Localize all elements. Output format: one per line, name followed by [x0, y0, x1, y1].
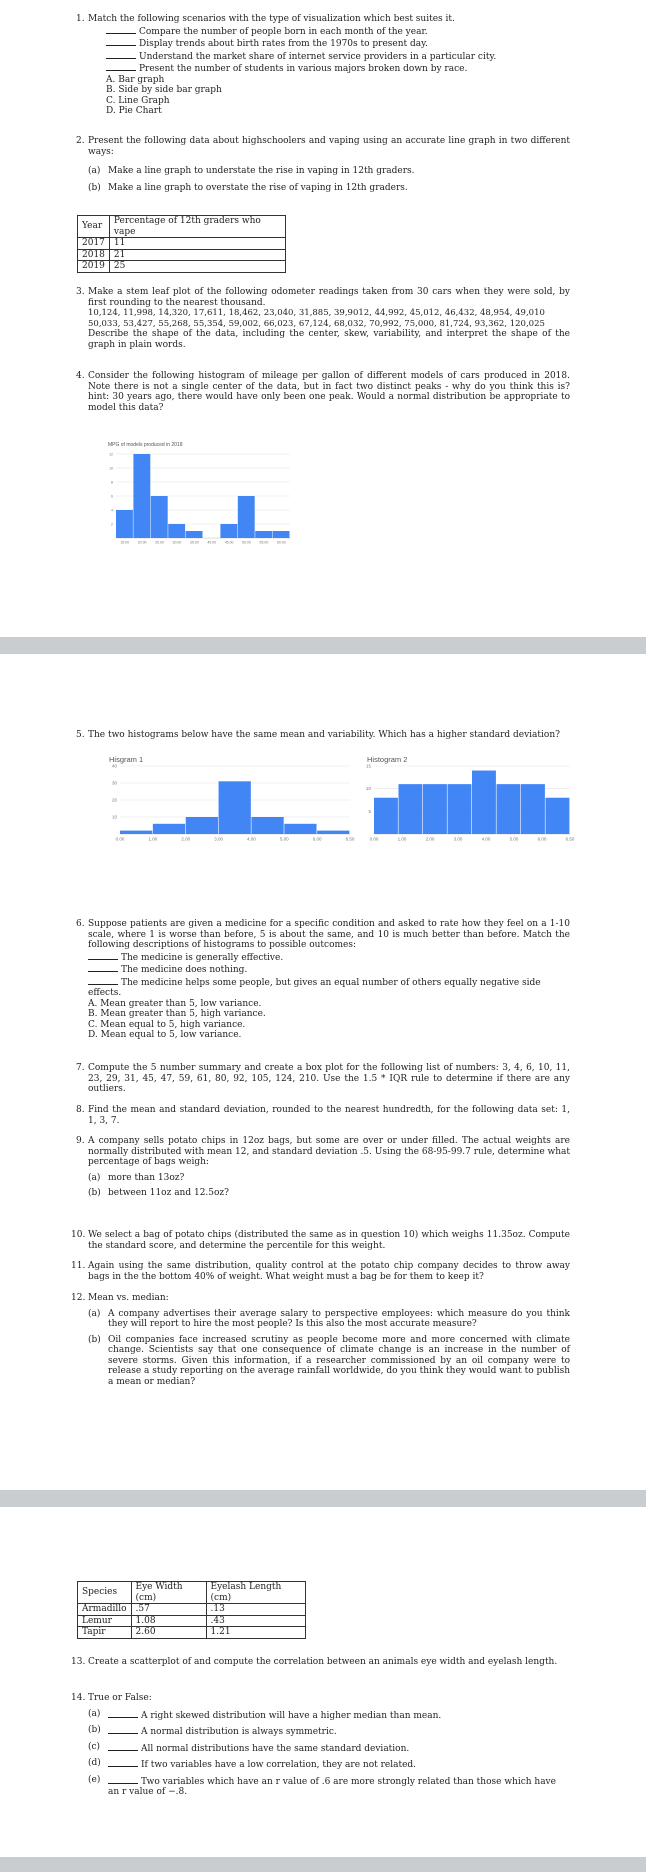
y-tick-label: 4: [111, 508, 113, 513]
x-tick-label: 3.00: [214, 836, 223, 842]
question-text: Present the following data about highschoolers and vaping using an accurate line graph in two different ways:: [88, 136, 570, 157]
vaping-table: Year Percentage of 12th graders who vape 2017 11 2018 21 2019 25: [77, 215, 286, 273]
y-tick-label: 10: [365, 786, 371, 792]
y-tick-label: 40: [111, 763, 117, 769]
match-item: Understand the market share of internet service providers in a particular city.: [106, 50, 570, 63]
y-tick-label: 6: [111, 494, 113, 499]
match-item: The medicine is generally effective.: [88, 951, 570, 964]
question-text: Match the following scenarios with the type of visualization which best suites it.: [88, 14, 455, 24]
histogram-bar: [472, 771, 496, 834]
question-12: 12. Mean vs. median: (a) A company advertises their average salary to perspective employees: which measure do you think they will report to hire the most people? Is this also the most accurate measure? (b) Oil companies face increased scrutiny as people become more and more concerned with climate change. Scientists say that one consequence of climate change is an increase in the number of severe storms. Given this information, if a researcher commissioned by an oil company were to release a study reporting on the average rainfall worldwide, do you think they would want to publish a mean or median?: [71, 1293, 570, 1387]
x-tick-label: 4.00: [481, 836, 491, 842]
histogram-bar: [133, 454, 150, 538]
option: D. Pie Chart: [106, 106, 162, 116]
x-tick-label: 40.00: [207, 540, 217, 545]
question-14: 14. True or False: (a) A right skewed distribution will have a higher median than mean. (b) A normal distribution is always symmetric. (c) All normal distributions have the same standard deviation. (d) If two variables have a low correlation, they are not related. (e) Two variables which have an r value of .6 are more strongly related than those which have an r value of −.8.: [88, 1693, 570, 1798]
match-item: Display trends about birth rates from the 1970s to present day.: [106, 37, 570, 50]
chart-title: MPG of models produced in 2018: [108, 442, 183, 448]
table-row: Armadillo .57 .13: [78, 1604, 306, 1616]
x-tick-label: 5.00: [509, 836, 519, 842]
question-1: [76, 14, 570, 117]
histogram-bar: [168, 524, 185, 538]
mpg-histogram: [106, 448, 292, 548]
page-1: [0, 0, 646, 637]
x-tick-label: 45.00: [224, 540, 234, 545]
option: D. Mean equal to 5, low variance.: [88, 1030, 242, 1040]
match-item: The medicine does nothing.: [88, 963, 570, 976]
table-row: 2019 25: [78, 261, 286, 273]
y-tick-label: 10: [109, 466, 113, 471]
question-5: [76, 730, 570, 741]
table-row: 2018 21: [78, 249, 286, 261]
histogram-bar: [521, 784, 545, 834]
question-text: Suppose patients are given a medicine for a specific condition and asked to rate how they feel on a 1-10 scale, where 1 is worse than before, 5 is about the same, and 10 is much better than before. Match the following descriptions of histograms to possible outcomes:: [88, 919, 570, 950]
page-2: [0, 654, 646, 1490]
x-tick-label: 6.50: [565, 836, 575, 842]
histogram-bar: [219, 781, 251, 834]
question-number: 10.: [71, 1230, 86, 1240]
question-text: The two histograms below have the same mean and variability. Which has a higher standard deviation?: [88, 730, 560, 740]
histogram-bar: [186, 531, 203, 538]
question-number: 11.: [71, 1261, 86, 1271]
y-tick-label: 12: [109, 452, 113, 457]
histogram-bar: [220, 524, 237, 538]
question-number: 5.: [76, 730, 85, 740]
question-13: [71, 1657, 570, 1668]
subquestion-text: between 11oz and 12.5oz?: [108, 1188, 229, 1198]
y-tick-label: 30: [111, 780, 117, 786]
x-tick-label: 1.00: [397, 836, 407, 842]
question-number: 2.: [76, 136, 85, 146]
answer-blank[interactable]: [108, 1775, 138, 1784]
x-tick-label: 30.00: [172, 540, 182, 545]
answer-blank[interactable]: [108, 1758, 138, 1767]
x-tick-label: 6.00: [312, 836, 322, 842]
match-item: The medicine helps some people, but gives an equal number of others equally negative side: [88, 976, 570, 989]
question-text: Compute the 5 number summary and create a box plot for the following list of numbers: 3, 4, 6, 10, 11, 23, 29, 31, 45, 47, 59, 61, 80, 92, 105, 124, 210. Use the 1.5 * IQR rule to determine if there are any outliers.: [88, 1063, 570, 1094]
option: A. Bar graph: [106, 74, 165, 85]
y-tick-label: 5: [368, 808, 371, 814]
page-3: [0, 1507, 646, 1857]
histogram-bar: [251, 817, 283, 834]
subquestion-text: Make a line graph to understate the rise in vaping in 12th graders.: [108, 166, 415, 176]
histogram-bar: [374, 798, 398, 834]
question-text: Again using the same distribution, quality control at the potato chip company decides to throw away bags in the the bottom 40% of weight. What weight must a bag be for them to keep it?: [88, 1261, 570, 1282]
question-11: [71, 1261, 570, 1282]
table-row: Tapir 2.60 1.21: [78, 1627, 306, 1639]
x-tick-label: 6.50: [345, 836, 355, 842]
histogram-bar: [284, 824, 316, 834]
page-gap: [0, 637, 646, 654]
x-tick-label: 4.00: [247, 836, 256, 842]
question-text: True or False:: [88, 1693, 152, 1703]
histogram-1: [104, 764, 354, 844]
question-text: Make a stem leaf plot of the following odometer readings taken from 30 cars when they were sold, by first rounding to the nearest thousand.: [88, 287, 570, 308]
question-6: 6. Suppose patients are given a medicine for a specific condition and asked to rate how they feel on a 1-10 scale, where 1 is worse than before, 5 is about the same, and 10 is much better than before. Match the following descriptions of histograms to possible outcomes: The medicine is generally effective. The medicine does nothing. The medicine helps some people, but gives an equal number of others equally negative side effects. A. Mean greater than 5, low variance. B. Mean greater than 5, high variance. C. Mean equal to 5, high variance. D. Mean equal to 5, low variance.: [76, 919, 570, 1040]
question-number: 14.: [71, 1693, 86, 1703]
animals-table: Species Eye Width (cm) Eyelash Length (cm) Armadillo .57 .13 Lemur 1.08 .43 Tapir 2.60 1.21: [77, 1581, 306, 1639]
data-line: 10,124, 11,998, 14,320, 17,611, 18,462, 23,040, 31,885, 39,9012, 44,992, 45,012, 46,432, 48,954, 49,010: [88, 308, 545, 318]
answer-blank[interactable]: [108, 1742, 138, 1751]
answer-blank[interactable]: [108, 1709, 138, 1718]
question-10: [71, 1230, 570, 1251]
question-7: [76, 1063, 570, 1095]
histogram-bar: [186, 817, 218, 834]
question-number: 9.: [76, 1136, 85, 1146]
question-3: [76, 287, 570, 350]
answer-blank[interactable]: [106, 25, 136, 34]
question-number: 4.: [76, 371, 85, 381]
x-tick-label: 2.00: [425, 836, 435, 842]
question-number: 3.: [76, 287, 85, 297]
x-tick-label: 15.00: [120, 540, 130, 545]
x-tick-label: 35.00: [189, 540, 199, 545]
x-tick-label: 20.00: [137, 540, 147, 545]
table-row: Lemur 1.08 .43: [78, 1615, 306, 1627]
match-item: Compare the number of people born in each month of the year.: [106, 25, 570, 38]
answer-blank[interactable]: [106, 50, 136, 59]
chart-title: Hisgram 1: [109, 755, 144, 764]
x-tick-label: 0.00: [369, 836, 379, 842]
x-tick-label: 0.00: [115, 836, 125, 842]
y-tick-label: 20: [111, 797, 117, 803]
x-tick-label: 3.00: [453, 836, 463, 842]
y-tick-label: 10: [111, 814, 117, 820]
page-gap: [0, 1857, 646, 1872]
x-tick-label: 2.00: [181, 836, 191, 842]
question-number: 12.: [71, 1293, 86, 1303]
histogram-bar: [153, 824, 185, 834]
data-line: 50,033, 53,427, 55,268, 55,354, 59,002, 66,023, 67,124, 68,032, 70,992, 75,000, 81,724, 93,362, 120,025: [88, 318, 545, 329]
question-4: [76, 371, 570, 413]
question-text: A company sells potato chips in 12oz bags, but some are over or under filled. The actual weights are normally distributed with mean 12, and standard deviation .5. Using the 68-95-99.7 rule, determine what percentage of bags weigh:: [88, 1136, 570, 1167]
x-tick-label: 55.00: [259, 540, 269, 545]
option: C. Mean equal to 5, high variance.: [88, 1019, 246, 1030]
histogram-bar: [273, 531, 290, 538]
question-text: Find the mean and standard deviation, rounded to the nearest hundredth, for the following data set: 1, 1, 3, 7.: [88, 1105, 570, 1126]
question-8: [76, 1105, 570, 1126]
match-item: Present the number of students in various majors broken down by race.: [106, 62, 570, 75]
histogram-bar: [238, 496, 255, 538]
question-number: 6.: [76, 919, 85, 929]
question-text: We select a bag of potato chips (distributed the same as in question 10) which weighs 11.35oz. Compute the standard score, and determine the percentile for this weight.: [88, 1230, 570, 1251]
question-text: Mean vs. median:: [88, 1293, 169, 1303]
histogram-bar: [255, 531, 272, 538]
question-2: 2. Present the following data about highschoolers and vaping using an accurate line graph in two different ways: (a) Make a line graph to understate the rise in vaping in 12th graders. (b) Make a line graph to overstate the rise of vaping in 12th graders.: [76, 136, 570, 193]
subquestion-text: Make a line graph to overstate the rise of vaping in 12th graders.: [108, 182, 408, 193]
subquestion-text: Oil companies face increased scrutiny as people become more and more concerned with climate change. Scientists say that one consequence of climate change is an increase in the number of severe storms. Given this information, if a researcher commissioned by an oil company were to release a study reporting on the average rainfall worldwide, do you think they would want to publish a mean or median?: [108, 1334, 570, 1387]
question-text: Describe the shape of the data, including the center, skew, variability, and interpret the shape of the graph in plain words.: [88, 329, 570, 350]
question-number: 8.: [76, 1105, 85, 1115]
answer-blank[interactable]: [106, 37, 136, 46]
x-tick-label: 50.00: [242, 540, 251, 545]
option: B. Mean greater than 5, high variance.: [88, 1009, 266, 1019]
table-row: 2017 11: [78, 238, 286, 250]
answer-blank[interactable]: [88, 951, 118, 960]
histogram-bar: [448, 784, 472, 834]
question-text: Consider the following histogram of mileage per gallon of different models of cars produced in 2018. Note there is not a single center of the data, but in fact two distinct peaks - why do you think this is? hint: 30 years ago, there would have only been one peak. Would a normal distribution be appropriate to model this data?: [88, 371, 570, 413]
x-tick-label: 5.00: [279, 836, 289, 842]
question-number: 7.: [76, 1063, 85, 1073]
histogram-2: [362, 763, 575, 844]
y-tick-label: 15: [365, 763, 371, 769]
answer-blank[interactable]: [108, 1725, 138, 1734]
question-9: 9. A company sells potato chips in 12oz bags, but some are over or under filled. The actual weights are normally distributed with mean 12, and standard deviation .5. Using the 68-95-99.7 rule, determine what percentage of bags weigh: (a) more than 13oz? (b) between 11oz and 12.5oz?: [76, 1136, 570, 1198]
answer-blank[interactable]: [106, 62, 136, 71]
histogram-bar: [423, 784, 447, 834]
histogram-bar: [497, 784, 521, 834]
x-tick-label: 6.00: [537, 836, 547, 842]
x-tick-label: 60.00: [276, 540, 286, 545]
y-tick-label: 2: [111, 522, 113, 527]
option: A. Mean greater than 5, low variance.: [88, 998, 262, 1009]
option: B. Side by side bar graph: [106, 85, 222, 95]
y-tick-label: 8: [111, 480, 113, 485]
x-tick-label: 1.00: [148, 836, 158, 842]
question-text: Create a scatterplot of and compute the correlation between an animals eye width and eyelash length.: [88, 1657, 558, 1667]
page-gap: [0, 1490, 646, 1507]
histogram-bar: [317, 831, 349, 834]
answer-blank[interactable]: [88, 963, 118, 972]
histogram-bar: [151, 496, 168, 538]
question-number: 13.: [71, 1657, 86, 1667]
option: C. Line Graph: [106, 95, 170, 106]
question-number: 1.: [76, 14, 85, 24]
histogram-bar: [399, 784, 423, 834]
histogram-bar: [116, 510, 133, 538]
histogram-bar: [546, 798, 570, 834]
subquestion-text: A company advertises their average salary to perspective employees: which measure do you think they will report to hire the most people? Is this also the most accurate measure?: [108, 1308, 570, 1329]
chart-title: Histogram 2: [367, 755, 408, 764]
x-tick-label: 25.00: [155, 540, 164, 545]
subquestion-text: more than 13oz?: [108, 1172, 185, 1183]
histogram-bar: [120, 831, 152, 834]
answer-blank[interactable]: [88, 976, 118, 985]
